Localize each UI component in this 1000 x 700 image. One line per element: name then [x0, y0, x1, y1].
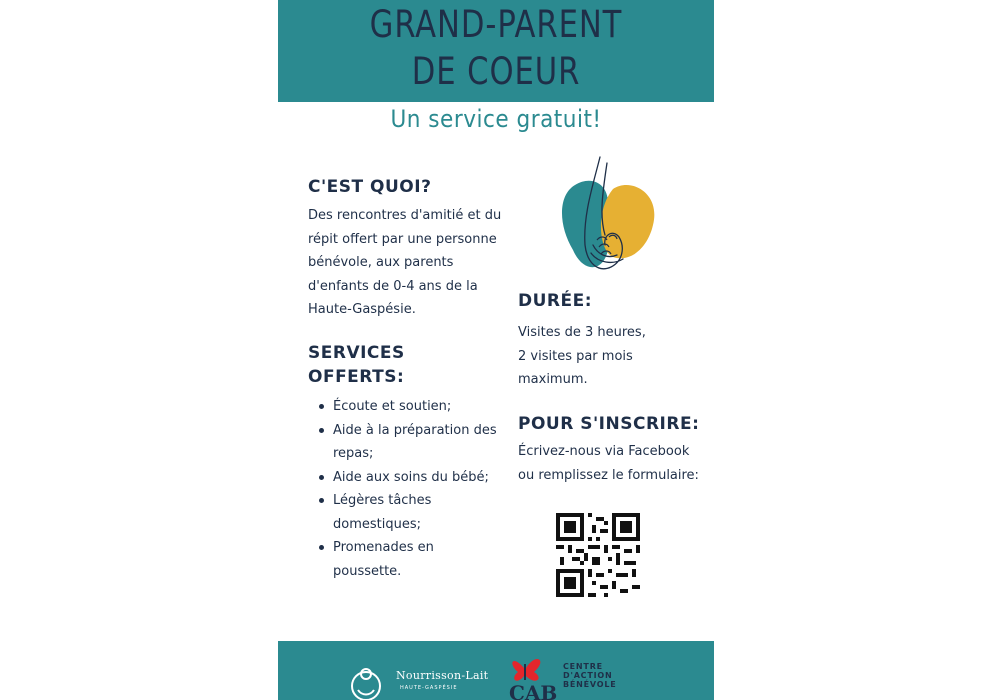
nourrisson-lait-name: Nourrisson-Lait: [396, 669, 489, 682]
list-item: Aide aux soins du bébé;: [314, 466, 504, 490]
duration-heading: DURÉE:: [518, 291, 593, 311]
what-line: bénévole, aux parents: [308, 255, 454, 270]
cab-name-line: BÉNÉVOLE: [563, 680, 617, 689]
holding-hands-illustration-icon: [553, 155, 663, 280]
services-heading-line-2: OFFERTS:: [308, 367, 405, 387]
duration-line: Visites de 3 heures,: [518, 325, 646, 340]
cab-name-line: D'ACTION: [563, 671, 613, 680]
register-line: Écrivez-nous via Facebook: [518, 444, 690, 459]
services-heading: [308, 341, 405, 389]
register-text: [518, 440, 699, 487]
title-line-1: GRAND-PARENT: [369, 3, 623, 46]
what-heading: C'EST QUOI?: [308, 177, 432, 197]
title-line-2: DE COEUR: [411, 50, 581, 93]
duration-line: 2 visites par mois: [518, 348, 633, 364]
cab-name-line: CENTRE: [563, 662, 603, 671]
cab-abbreviation: CAB: [509, 681, 558, 700]
what-text: [308, 204, 501, 322]
cab-name: [563, 662, 623, 689]
services-heading-line-1: SERVICES: [308, 343, 405, 363]
register-line: ou remplissez le formulaire:: [518, 467, 699, 483]
header-band: [278, 0, 714, 102]
what-line: d'enfants de 0-4 ans de la: [308, 278, 478, 294]
what-line: répit offert par une personne: [308, 231, 497, 247]
duration-text: [518, 321, 646, 392]
what-line: Haute-Gaspésie.: [308, 302, 416, 317]
register-heading: POUR S'INSCRIRE:: [518, 414, 700, 434]
list-item: Aide à la préparation des repas;: [314, 419, 504, 466]
flyer: [278, 0, 714, 700]
services-list: [314, 395, 504, 583]
nourrisson-lait-sub: HAUTE-GASPÉSIE: [400, 685, 458, 691]
list-item: Écoute et soutien;: [314, 395, 504, 419]
qr-code-icon[interactable]: [556, 513, 640, 597]
list-item: Promenades en poussette.: [314, 536, 504, 583]
list-item: Légères tâches domestiques;: [314, 489, 504, 536]
duration-line: maximum.: [518, 372, 588, 387]
footer-band: [278, 641, 714, 700]
subtitle: Un service gratuit!: [390, 105, 602, 133]
what-line: Des rencontres d'amitié et du: [308, 208, 502, 223]
